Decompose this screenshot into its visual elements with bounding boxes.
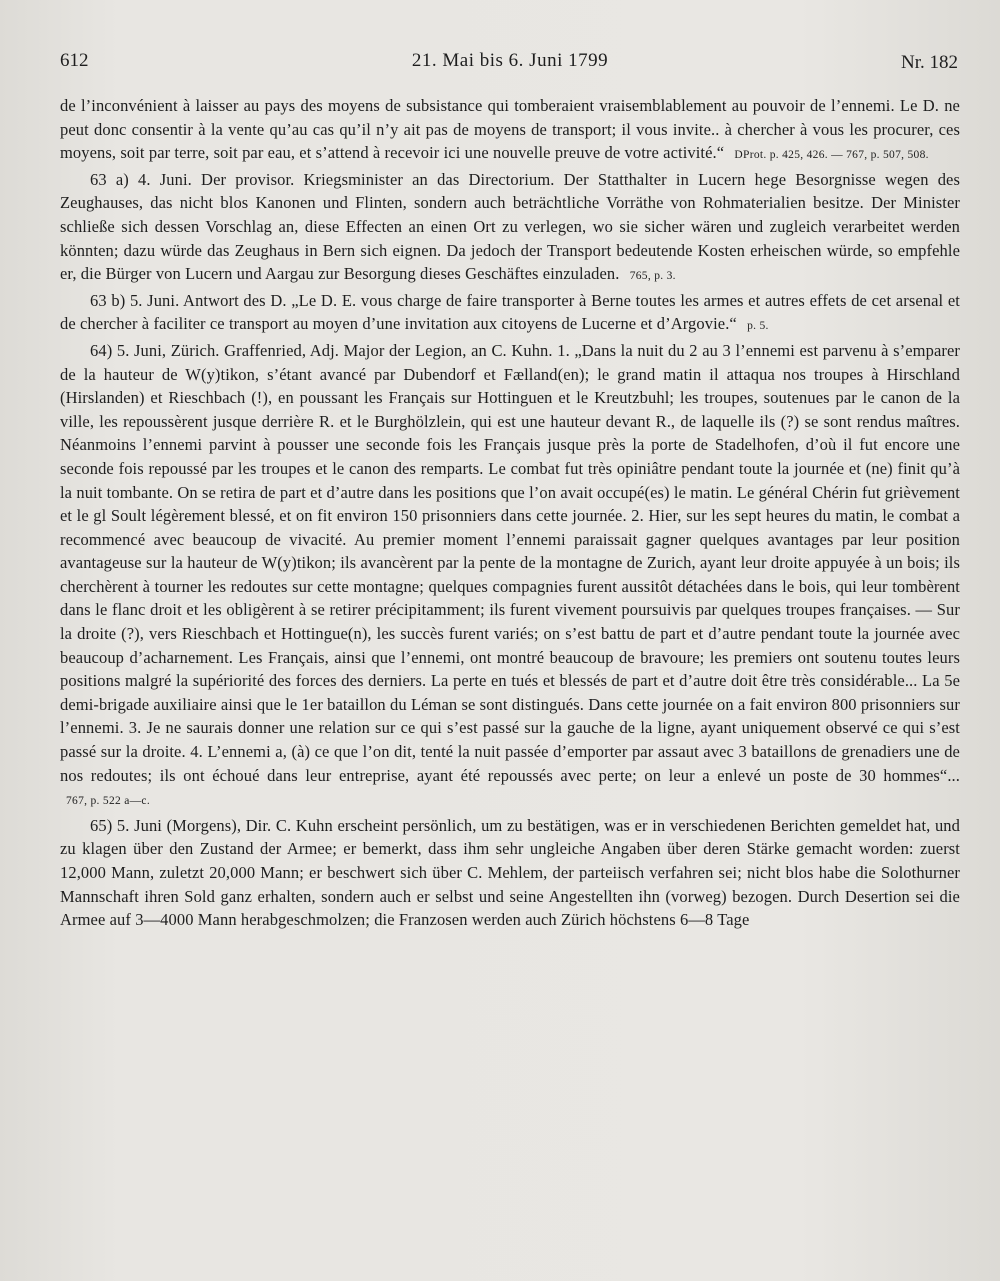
page-number: 612 [60, 50, 89, 71]
paragraph-63b [60, 289, 960, 339]
paragraph-text: 64) 5. Juni, Zürich. Graffenried, Adj. Major der Legion, an C. Kuhn. 1. „Dans la nuit du 2 au 3 l’ennemi est parvenu à s’emparer de la hauteur de W(y)tikon, s’étant avancé par Dubendorf et Fælland(en); le grand matin il attaqua nos troupes à Hirschland (Hirslanden) et Rieschbach (!), en poussant les Français sur Hottinguen et le Kreutzbuhl; les troupes, soutenues par le canon de la ville, les repoussèrent jusque derrière R. et le Burghölzlein, qui est une hauteur devant R., de laquelle ils (?) se sont rendus maîtres. Néanmoins l’ennemi parvint à pousser une seconde fois les Français jusque près la porte de Stadelhofen, d’où il fut encore une seconde fois repoussé par les troupes et le canon des remparts. Le combat fut très opiniâtre pendant toute la journée et (ne) finit qu’à la nuit tombante. On se retira de part et d’autre dans les positions que l’on avait occupé(es) le matin. Le général Chérin fut grièvement et le gl Soult légèrement blessé, et on fit environ 150 prisonniers dans cette journée. 2. Hier, sur les sept heures du matin, le combat a recommencé avec beaucoup de vivacité. Au premier moment l’ennemi paraissait gagner quelques avantages par leur position avantageuse sur la hauteur de W(y)tikon; ils avancèrent par la pente de la montagne de Zurich, ayant leur droite appuyée à un bois; ils cherchèrent à tourner les redoutes sur cette montagne; quelques compagnies furent aussitôt détachées dans le bois, qui leur tombèrent dans le flanc droit et les obligèrent à se retirer précipitamment; ils furent vivement poursuivis par quelques troupes françaises. — Sur la droite (?), vers Rieschbach et Hottingue(n), les succès furent variés; on s’est battu de part et d’autre pendant toute la journée avec beaucoup d’acharnement. Les Français, ainsi que l’ennemi, ont montré beaucoup de bravoure; les premiers ont soutenu toutes leurs positions malgré la supériorité des forces des derniers. La perte en tués et blessés de part et d’autre doit être très considérable... La 5e demi-brigade auxiliaire ainsi que le 1er bataillon du Léman se sont distingués. Dans cette journée on a fait environ 800 prisonniers sur l’ennemi. 3. Je ne saurais donner une relation sur ce qui s’est passé sur la gauche de la ligne, ayant uniquement observé ce qui s’est passé sur la droite. 4. L’ennemi a, (à) ce que l’on dit, tenté la nuit passée d’emporter par assaut avec 3 bataillons de grenadiers une de nos redoutes; ils ont échoué dans leur entreprise, ayant été repoussés avec perte; on leur a enlevé un poste de 30 hommes“... [60, 340, 960, 785]
source-reference: DProt. p. 425, 426. — 767, p. 507, 508. [734, 149, 929, 162]
page-body [60, 94, 960, 932]
paragraph-text: de l’inconvénient à laisser au pays des moyens de subsistance qui tomberaient vraisemblablement au pouvoir de l’ennemi. Le D. ne peut donc consentir à la vente qu’au cas qu’il n’y ait pas de moyens de transport; il vous invite.. à chercher à vous les procurer, ces moyens, soit par terre, soit par eau, et s’attend à recevoir ici une nouvelle preuve de votre activité.“ [60, 96, 960, 163]
paragraph-continuation [60, 94, 960, 168]
document-number: Nr. 182 [901, 52, 958, 73]
paragraph-text: 63 b) 5. Juni. Antwort des D. „Le D. E. vous charge de faire transporter à Berne toutes les armes et autres effets de cet arsenal et de chercher à faciliter ce transport au moyen d’une invitation aux citoyens de Lucerne et d’Argovie.“ [60, 290, 960, 334]
paragraph-text: 65) 5. Juni (Morgens), Dir. C. Kuhn erscheint persönlich, um zu bestätigen, was er in verschiedenen Berichten gemeldet hat, und zu klagen über den Zustand der Armee; er bemerkt, dass ihm sehr ungleiche Angaben über deren Stärke gemacht worden: zuerst 12,000 Mann, zuletzt 20,000 Mann; er beschwert sich über C. Mehlem, der parteiisch verfahren sei; nicht blos habe die Solothurner Mannschaft ihren Sold ganz erhalten, sondern auch er selbst und seine Angestellten ihn (vorweg) bezogen. Durch Desertion sei die Armee auf 3—4000 Mann herabgeschmolzen; die Franzosen werden auch Zürich höchstens 6—8 Tage [60, 815, 960, 930]
paragraph-text: 63 a) 4. Juni. Der provisor. Kriegsminister an das Directorium. Der Statthalter in Lucern hege Besorgnisse wegen des Zeughauses, das nicht blos Kanonen und Flinten, sondern auch beträchtliche Vorräthe von Rohmaterialien besitze. Der Minister schließe sich dessen Vorschlag an, diese Effecten an einen Ort zu verlegen, wo sie sicher wären und zugleich verarbeitet werden könnten; dazu würde das Zeughaus in Bern sich eignen. Da jedoch der Transport bedeutende Kosten erheischen würde, so empfehle er, die Bürger von Lucern und Aargau zur Besorgung dieses Geschäftes einzuladen. [60, 169, 960, 284]
paragraph-64 [60, 339, 960, 814]
source-reference: p. 5. [747, 320, 769, 333]
paragraph-63a [60, 168, 960, 289]
running-title: 21. Mai bis 6. Juni 1799 [411, 50, 609, 71]
page-header [60, 50, 960, 80]
paragraph-65 [60, 814, 960, 932]
source-reference: 767, p. 522 a—c. [66, 795, 151, 808]
source-reference: 765, p. 3. [629, 270, 676, 283]
